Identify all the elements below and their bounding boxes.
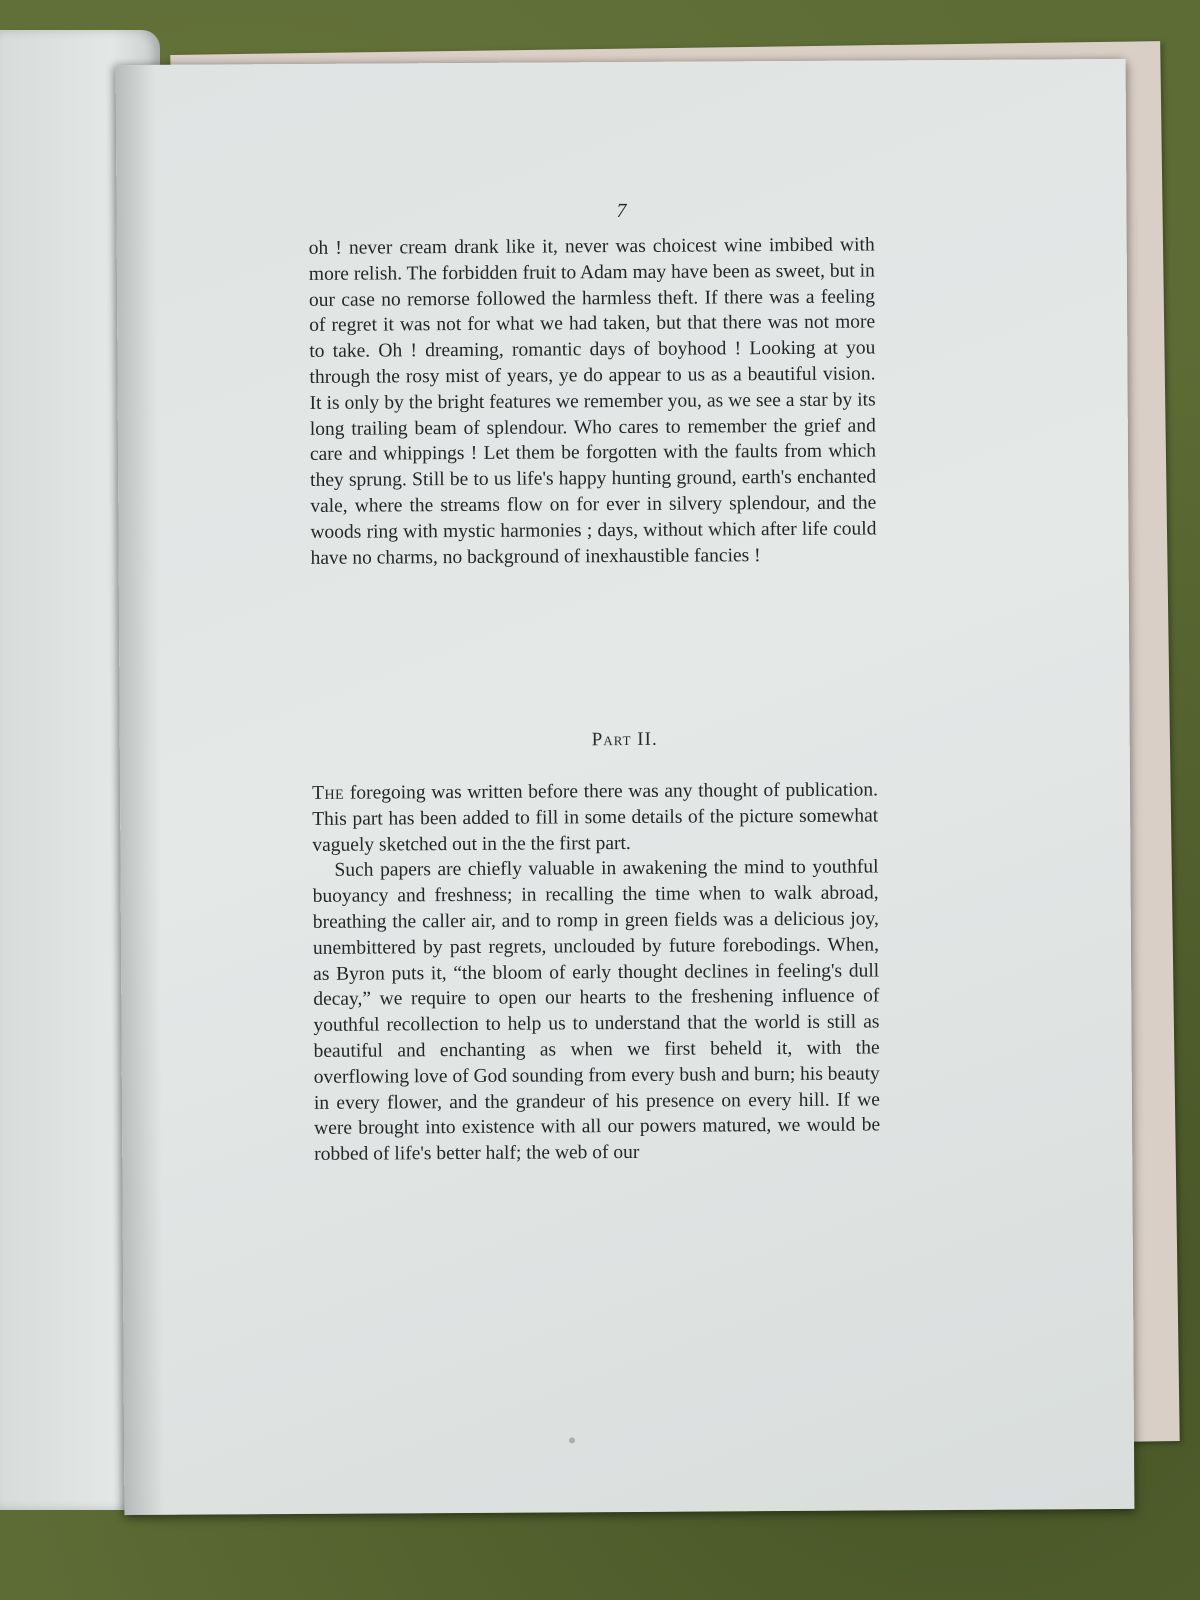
gutter-shadow bbox=[116, 65, 165, 1515]
book-page bbox=[116, 59, 1135, 1515]
paper-speck bbox=[569, 1437, 575, 1443]
paragraph-top: oh ! never cream drank like it, never was choicest wine imbibed with more relish. The forbidden fruit to Adam may have been as sweet, but in our case no remorse followed the harmless theft. If there was a feeling of regret it was not for what we had taken, but that there was not more to take. Oh ! dreaming, romantic days of boyhood ! Looking at you through the rosy mist of years, ye do appear to us as a beautiful vision. It is only by the bright features we remember you, as we see a star by its long trailing beam of splendour. Who cares to remember the grief and care and whippings ! Let them be forgotten with the faults from which they sprung. Still be to us life's happy hunting ground, earth's enchanted vale, where the streams flow on for ever in silvery splendour, and the woods ring with mystic harmonies ; days, without which after life could have no charms, no background of inexhaustible fancies ! bbox=[308, 234, 877, 569]
part-heading-word: Part bbox=[591, 728, 632, 751]
paragraph-1 bbox=[312, 777, 878, 858]
paragraph-1-text: foregoing was written before there was any thought of publication. This part has been added to fill in some details of the picture somewhat vaguely sketched out in the the first part. bbox=[312, 779, 879, 856]
paragraph-2: Such papers are chiefly valuable in awakening the mind to youthful buoyancy and freshness; in recalling the time when to walk abroad, breathing the caller air, and to romp in green fields was a delicious joy, unembittered by past regrets, unclouded by future forebodings. When, as Byron puts it, “the bloom of early thought declines in feeling's dull decay,” we require to open our hearts to the freshening influence of youthful recollection to help us to understand that the world is still as beautiful and enchanting as when we first beheld it, with the overflowing love of God sounding from every bush and burn; his beauty in every flower, and the grandeur of his presence on every hill. If we were brought into existence with all our powers matured, we would be robbed of life's better half; the web of our bbox=[312, 856, 881, 1166]
page-number: 7 bbox=[616, 199, 627, 223]
paragraph-1-lead: The bbox=[311, 782, 345, 804]
part-heading-number: II. bbox=[637, 728, 658, 750]
part-heading bbox=[120, 726, 1130, 754]
part-two-body bbox=[312, 777, 880, 1167]
